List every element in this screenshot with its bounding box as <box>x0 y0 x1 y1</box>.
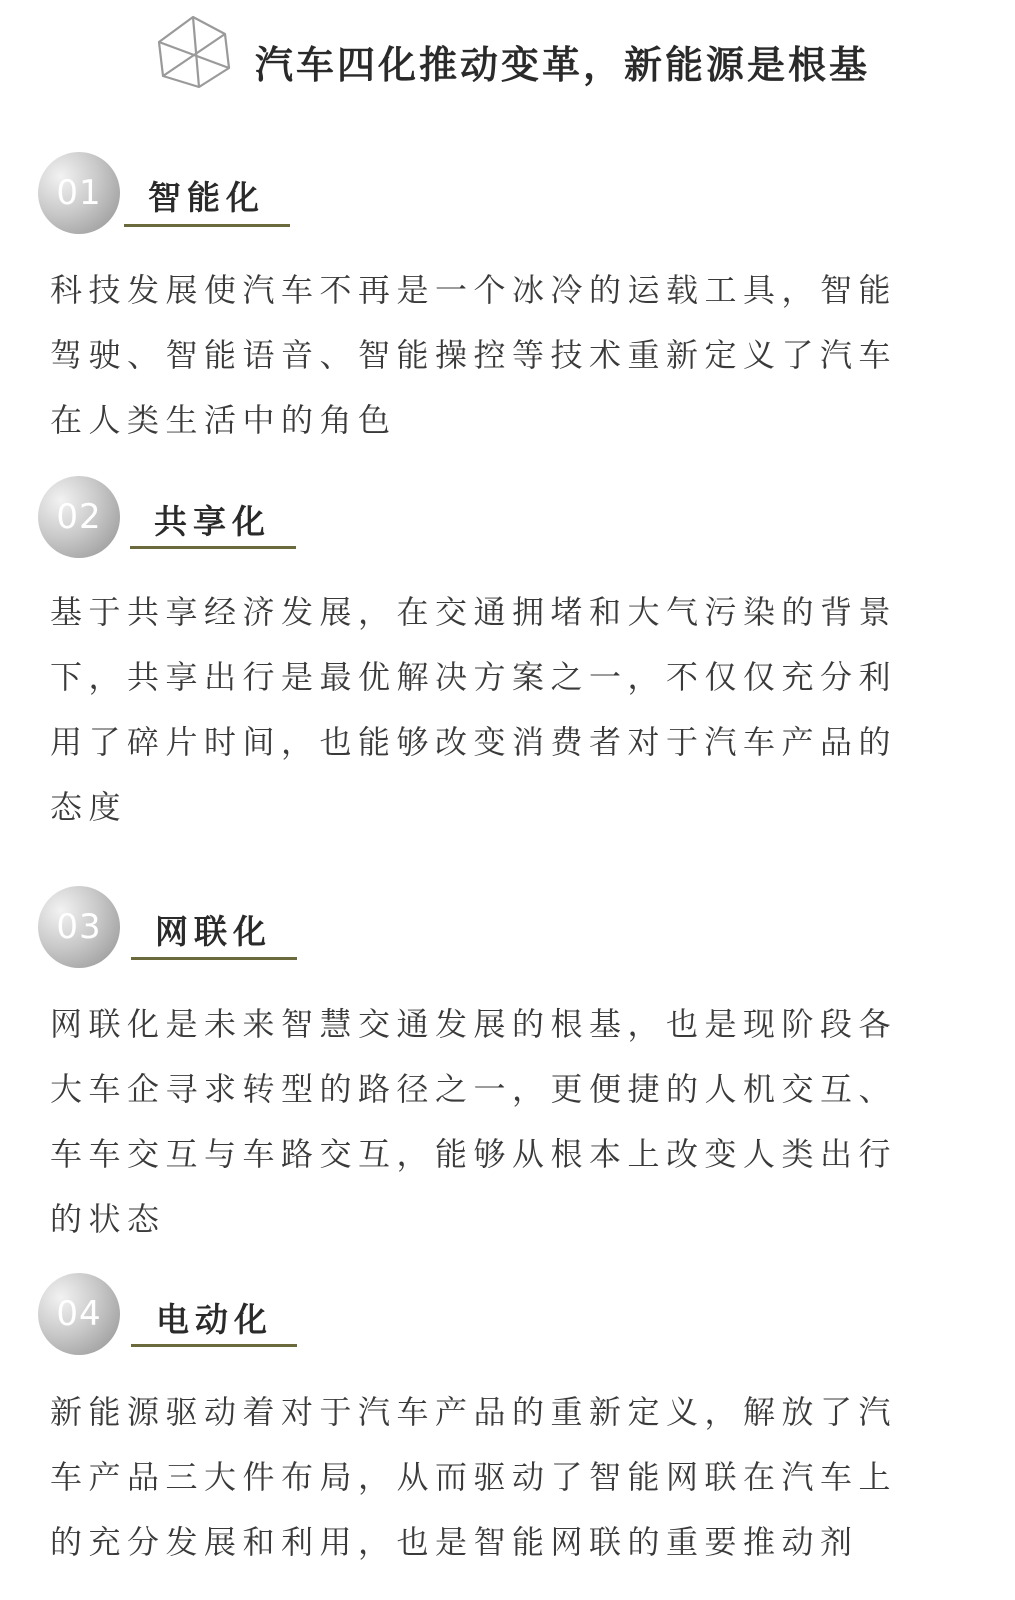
section-number-badge: 03 <box>38 886 120 968</box>
section-heading: 电动化 <box>156 1300 273 1339</box>
page-header <box>0 0 1015 110</box>
section-body-text: 基于共享经济发展，在交通拥堵和大气污染的背景下，共享出行是最优解决方案之一，不仅仅充分利用了碎片时间，也能够改变消费者对于汽车产品的态度 <box>50 593 898 826</box>
section-heading: 网联化 <box>155 912 272 951</box>
page-title: 汽车四化推动变革，新能源是根基 <box>255 43 871 87</box>
section-number-badge: 02 <box>38 476 120 558</box>
section-body-text: 科技发展使汽车不再是一个冰冷的运载工具，智能驾驶、智能语音、智能操控等技术重新定义了汽车在人类生活中的角色 <box>50 271 898 439</box>
section-number-badge: 01 <box>38 152 120 234</box>
section-heading: 共享化 <box>154 502 271 541</box>
heading-underline <box>124 224 290 227</box>
section-body-text: 网联化是未来智慧交通发展的根基，也是现阶段各大车企寻求转型的路径之一，更便捷的人机交互、车车交互与车路交互，能够从根本上改变人类出行的状态 <box>50 1005 898 1238</box>
heading-underline <box>130 546 296 549</box>
section-body-text: 新能源驱动着对于汽车产品的重新定义，解放了汽车产品三大件布局，从而驱动了智能网联在汽车上的充分发展和利用，也是智能网联的重要推动剂 <box>50 1393 898 1561</box>
cube-outline-icon <box>155 14 233 90</box>
heading-underline <box>131 1344 297 1347</box>
section-number-badge: 04 <box>38 1273 120 1355</box>
heading-underline <box>131 957 297 960</box>
section-heading: 智能化 <box>148 178 265 217</box>
